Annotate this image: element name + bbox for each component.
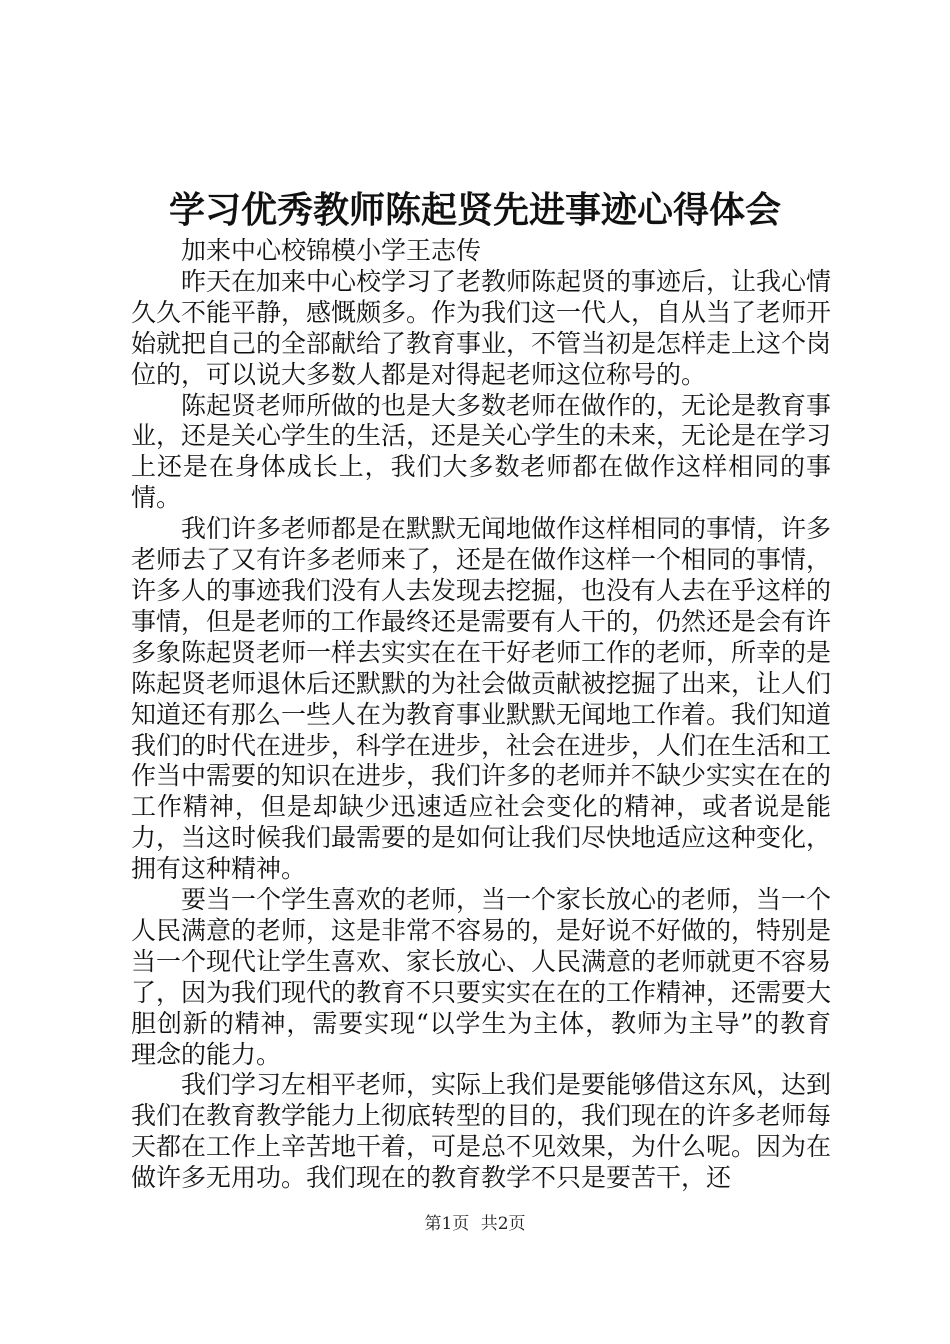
paragraph-4: 要当一个学生喜欢的老师，当一个家长放心的老师，当一个人民满意的老师，这是非常不容易的，是好说不好做的，特别是当一个现代让学生喜欢、家长放心、人民满意的老师就更不容易了，因为我们现代的教育不只要实实在在的工作精神，还需要大胆创新的精神，需要实现“以学生为主体，教师为主导”的教育理念的能力。 <box>131 885 832 1069</box>
paragraph-1: 昨天在加来中心校学习了老教师陈起贤的事迹后，让我心情久久不能平静，感慨颇多。作为我们这一代人，自从当了老师开始就把自己的全部献给了教育事业，不管当初是怎样走上这个岗位的，可以说大多数人都是对得起老师这位称号的。 <box>131 266 832 389</box>
page-total: 共2页 <box>480 1214 526 1234</box>
paragraph-5: 我们学习左相平老师，实际上我们是要能够借这东风，达到我们在教育教学能力上彻底转型的目的，我们现在的许多老师每天都在工作上辛苦地干着，可是总不见效果，为什么呢。因为在做许多无用功。我们现在的教育教学不只是要苦干，还 <box>131 1070 832 1193</box>
document-body <box>131 236 831 1194</box>
page-footer <box>0 1212 950 1236</box>
author-line: 加来中心校锦模小学王志传 <box>181 236 482 265</box>
paragraph-2: 陈起贤老师所做的也是大多数老师在做作的，无论是教育事业，还是关心学生的生活，还是关心学生的未来，无论是在学习上还是在身体成长上，我们大多数老师都在做作这样相同的事情。 <box>131 390 832 513</box>
paragraph-3: 我们许多老师都是在默默无闻地做作这样相同的事情，许多老师去了又有许多老师来了，还是在做作这样一个相同的事情，许多人的事迹我们没有人去发现去挖掘，也没有人去在乎这样的事情，但是老师的工作最终还是需要有人干的，仍然还是会有许多象陈起贤老师一样去实实在在干好老师工作的老师，所幸的是陈起贤老师退休后还默默的为社会做贡献被挖掘了出来，让人们知道还有那么一些人在为教育事业默默无闻地工作着。我们知道我们的时代在进步，科学在进步，社会在进步，人们在生活和工作当中需要的知识在进步，我们许多的老师并不缺少实实在在的工作精神，但是却缺少迅速适应社会变化的精神，或者说是能力，当这时候我们最需要的是如何让我们尽快地适应这种变化，拥有这种精神。 <box>131 514 832 884</box>
document-title: 学习优秀教师陈起贤先进事迹心得体会 <box>168 189 781 231</box>
page-number: 第1页 <box>424 1214 470 1234</box>
